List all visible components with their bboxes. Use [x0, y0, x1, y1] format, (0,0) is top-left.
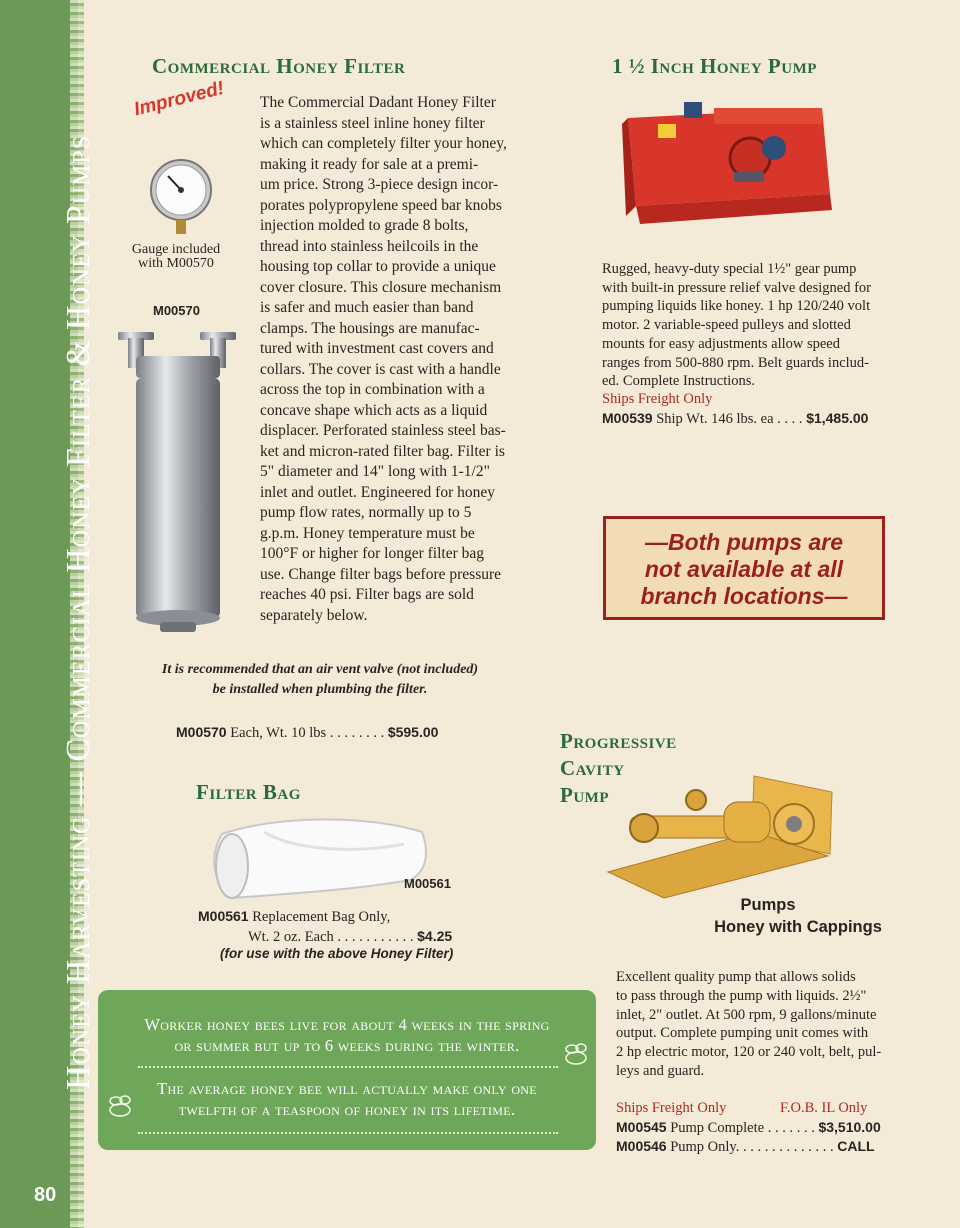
honey-filter-housing-image [116, 326, 240, 638]
cavity-pump-freight: Ships Freight Only [616, 1100, 727, 1116]
desc-line: mounts for easy adjustments allow speed [602, 335, 840, 352]
price: CALL [837, 1138, 875, 1154]
order-description: Pump Only. . . . . . . . . . . . . . [670, 1139, 834, 1155]
honey-pump-heading: 1 ½ Inch Honey Pump [612, 54, 817, 78]
filter-description [260, 93, 512, 626]
fact-line: twelfth of a teaspoon of honey in its lifetime. [178, 1100, 516, 1119]
desc-line: is a stainless steel inline honey filter [260, 114, 485, 132]
desc-line: to pass through the pump with liquids. 2½" [616, 987, 867, 1004]
cavity-pump-image [604, 772, 834, 902]
note-line: It is recommended that an air vent valve (not included) [161, 662, 479, 677]
pressure-gauge-image [146, 158, 216, 238]
filter-bag-image-sku: M00561 [404, 876, 451, 891]
price: $4.25 [417, 928, 453, 944]
caption-line: Honey with Cappings [714, 918, 882, 936]
order-description: Pump Complete . . . . . . . [670, 1120, 815, 1136]
order-description: Ship Wt. 146 lbs. ea . . . . [656, 411, 803, 427]
cavity-pump-order-line-1 [616, 1119, 881, 1137]
dotted-flourish [138, 1132, 558, 1134]
desc-line: clamps. The housings are manufac- [260, 319, 480, 337]
price: $595.00 [387, 724, 439, 740]
honey-pump-order-line [602, 410, 868, 428]
desc-line: reaches 40 psi. Filter bags are sold [260, 586, 474, 603]
order-description: Replacement Bag Only, [252, 909, 391, 925]
cavity-pump-description [616, 968, 894, 1081]
filter-bag-heading: Filter Bag [196, 780, 301, 804]
desc-line: pump flow rates, normally up to 5 [260, 504, 472, 521]
bee-facts-box [98, 990, 596, 1150]
sku: M00539 [602, 410, 653, 426]
desc-line: 100°F or higher for longer filter bag [260, 545, 485, 562]
filter-bag-note: (for use with the above Honey Filter) [220, 946, 454, 961]
order-description: Each, Wt. 10 lbs . . . . . . . . [230, 725, 385, 741]
desc-line: ranges from 500-880 rpm. Belt guards includ- [602, 354, 869, 371]
desc-line: is safer and much easier than band [260, 299, 474, 316]
desc-line: ed. Complete Instructions. [602, 373, 756, 390]
filter-image-sku: M00570 [153, 303, 200, 318]
filter-bag-image [204, 814, 430, 900]
desc-line: injection molded to grade 8 bolts, [260, 217, 469, 234]
desc-line: which can completely filter your honey, [260, 135, 507, 152]
fact-line: Worker honey bees live for about 4 weeks in the spring [144, 1015, 550, 1034]
desc-line: concave shape which acts as a liquid [260, 401, 488, 419]
price: $1,485.00 [806, 410, 869, 426]
desc-line: cover closure. This closure mechanism [260, 278, 502, 296]
callout-line: branch locations— [640, 583, 848, 609]
page-number: 80 [34, 1184, 57, 1206]
desc-line: housing top collar to provide a unique [260, 258, 496, 275]
desc-line: 2 hp electric motor, 120 or 240 volt, belt, pul- [616, 1044, 882, 1061]
improved-badge: Improved! [132, 77, 227, 121]
sku: M00546 [616, 1138, 667, 1154]
availability-callout [603, 516, 885, 620]
cavity-pump-caption [712, 894, 884, 938]
honey-pump-freight: Ships Freight Only [602, 391, 713, 407]
sku: M00561 [198, 908, 249, 924]
callout-line: —Both pumps are [644, 529, 844, 555]
heading-line: Pump [560, 783, 609, 807]
cavity-pump-fob: F.O.B. IL Only [780, 1100, 868, 1116]
filter-bag-order-line-1 [198, 908, 390, 926]
desc-line: ket and micron-rated filter bag. Filter is [260, 442, 505, 460]
desc-line: inlet and outlet. Engineered for honey [260, 483, 496, 501]
desc-line: leys and guard. [616, 1062, 705, 1079]
desc-line: 5" diameter and 14" long with 1-1/2" [260, 463, 490, 480]
desc-line: use. Change filter bags before pressure [260, 565, 502, 583]
callout-line: not available at all [644, 556, 844, 582]
cavity-pump-order-line-2 [616, 1138, 875, 1156]
bee-icon [106, 1094, 136, 1120]
desc-line: um price. Strong 3-piece design incor- [260, 176, 499, 193]
caption-line: Pumps [740, 896, 796, 914]
desc-line: Excellent quality pump that allows solids [616, 969, 856, 985]
desc-line: inlet, 2" outlet. At 500 rpm, 9 gallons/minute [616, 1006, 877, 1023]
gauge-caption: Gauge included with M00570 [131, 242, 221, 271]
desc-line: with built-in pressure relief valve designed for [602, 279, 871, 296]
price: $3,510.00 [818, 1119, 881, 1135]
filter-bag-order-line-2 [248, 928, 452, 946]
callout-text [606, 529, 882, 610]
desc-line: displacer. Perforated stainless steel bas- [260, 422, 506, 439]
fact-line: or summer but up to 6 weeks during the winter. [174, 1036, 520, 1055]
sku: M00545 [616, 1119, 667, 1135]
honey-pump-description [602, 260, 884, 391]
note-line: be installed when plumbing the filter. [212, 682, 428, 697]
desc-line: porates polypropylene speed bar knobs [260, 196, 502, 214]
order-description: Wt. 2 oz. Each . . . . . . . . . . . [248, 929, 414, 945]
desc-line: The Commercial Dadant Honey Filter [260, 94, 496, 111]
section-title-vertical: Honey Harvesting — Commercial Honey Filter & Honey Pumps [60, 134, 97, 1090]
desc-line: output. Complete pumping unit comes with [616, 1025, 869, 1042]
desc-line: separately below. [260, 606, 368, 624]
bee-icon [560, 1042, 590, 1068]
desc-line: collars. The cover is cast with a handle [260, 360, 501, 378]
bee-fact-2 [98, 1078, 596, 1120]
honey-pump-image [622, 98, 834, 232]
desc-line: tured with investment cast covers and [260, 340, 494, 357]
heading-line: Cavity [560, 756, 625, 780]
air-vent-note [120, 660, 520, 700]
desc-line: Rugged, heavy-duty special 1½" gear pump [602, 261, 857, 277]
heading-line: Progressive [560, 729, 677, 753]
filter-heading: Commercial Honey Filter [152, 54, 406, 78]
bee-fact-1 [98, 1014, 596, 1056]
desc-line: pumping liquids like honey. 1 hp 120/240 volt [602, 298, 871, 315]
dotted-flourish [138, 1066, 558, 1068]
desc-line: making it ready for sale at a premi- [260, 155, 479, 173]
filter-order-line [176, 724, 438, 742]
fact-line: The average honey bee will actually make only one [157, 1079, 537, 1098]
desc-line: thread into stainless heilcoils in the [260, 237, 479, 255]
desc-line: motor. 2 variable-speed pulleys and slotted [602, 317, 851, 334]
sku: M00570 [176, 724, 227, 740]
desc-line: g.p.m. Honey temperature must be [260, 524, 475, 542]
desc-line: across the top in combination with a [260, 381, 485, 398]
